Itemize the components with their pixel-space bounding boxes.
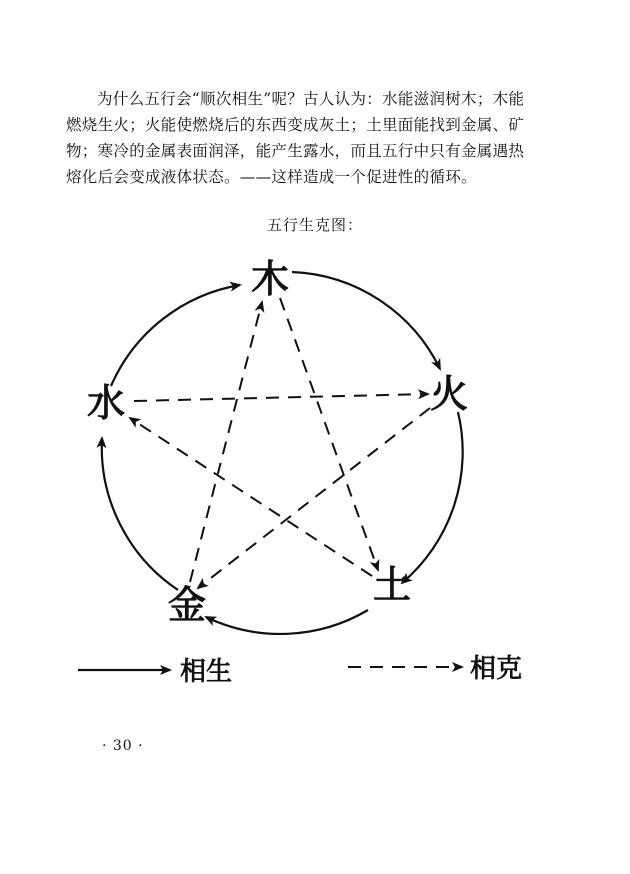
legend-overcoming-label: 相克: [470, 654, 523, 684]
element-wood-label: 木: [250, 256, 290, 301]
diagram-caption: 五行生克图：: [266, 216, 363, 234]
element-earth-label: 土: [372, 562, 412, 607]
generating-arrow-metal-water: [102, 438, 178, 590]
body-paragraph: 为什么五行会“顺次相生”呢？古人认为：水能滋润树木；木能燃烧生火；火能使燃烧后的东西变成灰土；土里面能找到金属、矿物；寒冷的金属表面润泽，能产生露水，而且五行中只有金属遇热熔化后会变成液体状态。——这样造成一个促进性的循环。: [66, 90, 525, 186]
generating-arrow-water-wood: [111, 285, 240, 386]
generating-arrow-fire-earth: [402, 412, 463, 583]
generating-arrow-wood-fire: [292, 272, 440, 369]
element-fire-label: 火: [429, 371, 469, 416]
element-metal-label: 金: [167, 582, 207, 627]
page-number: · 30 ·: [102, 738, 144, 754]
overcoming-arrow-water-fire: [134, 394, 428, 401]
legend-generating-label: 相生: [180, 657, 233, 687]
element-water-label: 水: [86, 380, 126, 425]
generating-arrow-earth-metal: [206, 610, 368, 634]
overcoming-arrow-earth-water: [130, 418, 372, 576]
overcoming-arrow-metal-wood: [190, 302, 262, 582]
overcoming-arrow-fire-metal: [198, 408, 430, 588]
overcoming-arrow-wood-earth: [280, 298, 378, 570]
